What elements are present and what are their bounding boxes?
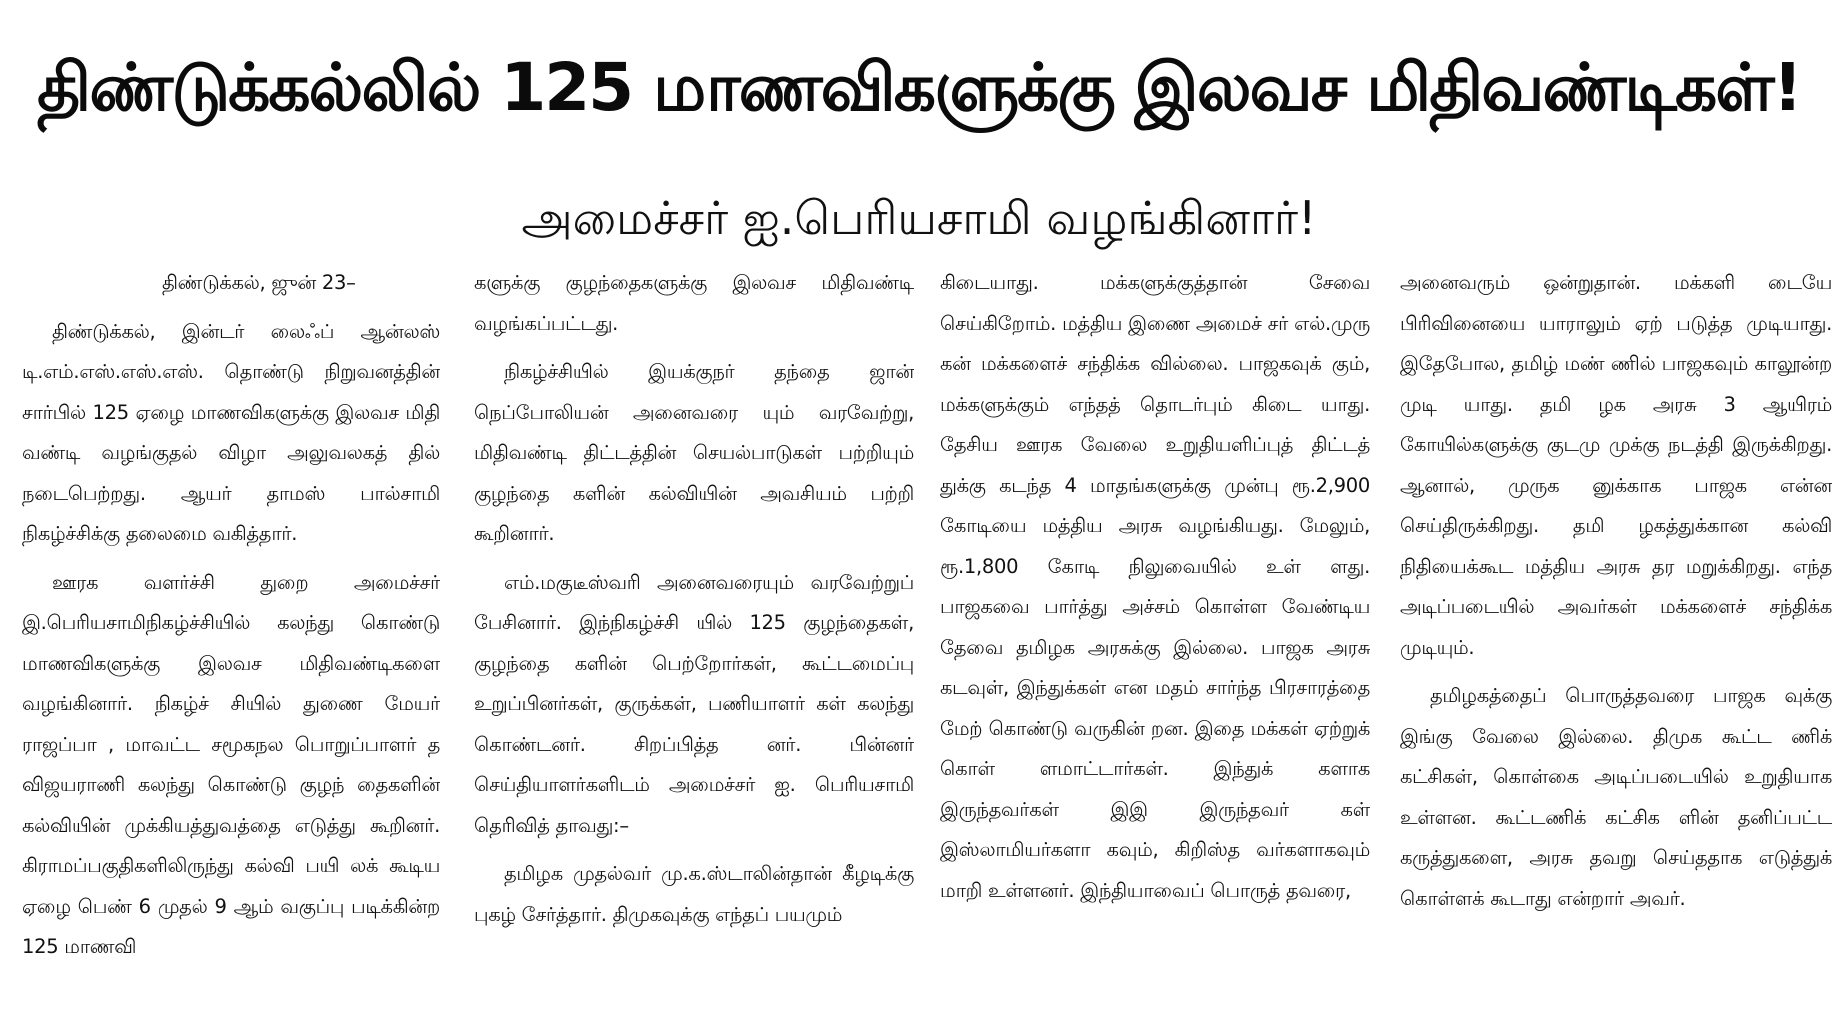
article-paragraph: தமிழக முதல்வர் மு.க.ஸ்டாலின்தான் கீழடிக்கு புகழ் சேர்த்தார். திமுகவுக்கு எந்தப் பயமும்	[474, 862, 914, 926]
article-column-3	[940, 263, 1370, 1015]
subheadline: அமைச்சர் ஐ.பெரியசாமி வழங்கினார்!	[521, 191, 1317, 245]
article-paragraph: நிகழ்ச்சியில் இயக்குநர் தந்தை ஜான் நெப்போலியன் அனைவரை யும் வரவேற்று, மிதிவண்டி திட்டத்தின் செயல்பாடுகள் பற்றியும் குழந்தை களின் கல்வியின் அவசியம் பற்றி கூறினார்.	[474, 360, 914, 545]
article-paragraph: ஊரக வளர்ச்சி துறை அமைச்சர் இ.பெரியசாமிநிகழ்ச்சியில் கலந்து கொண்டு மாணவிகளுக்கு இலவச மிதிவண்டிகளை வழங்கினார். நிகழ்ச் சியில் துணை மேயர் ராஜப்பா , மாவட்ட சமூகநல பொறுப்பாளர் த விஜயராணி கலந்து கொண்டு குழந் தைகளின் கல்வியின் முக்கியத்துவத்தை எடுத்து கூறினர். கிராமப்பகுதிகளிலிருந்து கல்வி பயி லக் கூடிய ஏழை பெண் 6 முதல் 9 ஆம் வகுப்பு படிக்கின்ற 125 மாணவி	[22, 570, 440, 958]
headline: திண்டுக்கல்லில் 125 மாணவிகளுக்கு இலவச மிதிவண்டிகள்!	[37, 49, 1801, 126]
article-paragraph: திண்டுக்கல், இன்டர் லைஃப் ஆன்லஸ் டி.எம்.எஸ்.எஸ்.எஸ். தொண்டு நிறுவனத்தின் சார்பில் 125 ஏழை மாணவிகளுக்கு இலவச மிதி வண்டி வழங்குதல் விழா அலுவலகத் தில் நடைபெற்றது. ஆயர் தாமஸ் பால்சாமி நிகழ்ச்சிக்கு தலைமை வகித்தார்.	[22, 319, 440, 545]
dateline: திண்டுக்கல், ஜுன் 23–	[162, 271, 356, 294]
article-paragraph: களுக்கு குழந்தைகளுக்கு இலவச மிதிவண்டி வழங்கப்பட்டது.	[474, 271, 914, 335]
article-paragraph: அனைவரும் ஒன்றுதான். மக்களி டையே பிரிவினையை யாராலும் ஏற் படுத்த முடியாது. இதேபோல, தமிழ் மண் ணில் பாஜகவும் காலூன்ற முடி யாது. தமி ழக அரசு 3 ஆயிரம் கோயில்களுக்கு குடமு முக்கு நடத்தி இருக்கிறது. ஆனால், முருக னுக்காக பாஜக என்ன செய்திருக்கிறது. தமி ழகத்துக்கான கல்வி நிதியைக்கூட மத்திய அரசு தர மறுக்கிறது. எந்த அடிப்படையில் அவர்கள் மக்களைச் சந்திக்க முடியும்.	[1400, 271, 1832, 659]
article-paragraph: கிடையாது. மக்களுக்குத்தான் சேவை செய்கிறோம். மத்திய இணை அமைச் சர் எல்.முரு கன் மக்களைச் சந்திக்க வில்லை. பாஜகவுக் கும், மக்களுக்கும் எந்தத் தொடர்பும் கிடை யாது. தேசிய ஊரக வேலை உறுதியளிப்புத் திட்டத் துக்கு கடந்த 4 மாதங்களுக்கு முன்பு ரூ.2,900 கோடியை மத்திய அரசு வழங்கியது. மேலும், ரூ.1,800 கோடி நிலுவையில் உள் ளது. பாஜகவை பார்த்து அச்சம் கொள்ள வேண்டிய தேவை தமிழக அரசுக்கு இல்லை. பாஜக அரசு கடவுள், இந்துக்கள் என மதம் சார்ந்த பிரசாரத்தை மேற் கொண்டு வருகின் றன. இதை மக்கள் ஏற்றுக் கொள் ளமாட்டார்கள். இந்துக் களாக இருந்தவர்கள் இஇ இருந்தவர் கள் இஸ்லாமியர்களா கவும், கிறிஸ்த வர்களாகவும் மாறி உள்ளனர். இந்தியாவைப் பொருத் தவரை,	[940, 271, 1370, 902]
article-column-4	[1400, 263, 1832, 1015]
article-paragraph: தமிழகத்தைப் பொருத்தவரை பாஜக வுக்கு இங்கு வேலை இல்லை. திமுக கூட்ட ணிக் கட்சிகள், கொள்கை அடிப்படையில் உறுதியாக உள்ளன. கூட்டணிக் கட்சிக ளின் தனிப்பட்ட கருத்துகளை, அரசு தவறு செய்ததாக எடுத்துக் கொள்ளக் கூடாது என்றார் அவர்.	[1400, 684, 1832, 910]
article-paragraph: எம்.மகுடீஸ்வரி அனைவரையும் வரவேற்றுப் பேசினார். இந்நிகழ்ச்சி யில் 125 குழந்தைகள், குழந்தை களின் பெற்றோர்கள், கூட்டமைப்பு உறுப்பினர்கள், குருக்கள், பணியாளர் கள் கலந்து கொண்டனர். சிறப்பித்த னர். பின்னர் செய்தியாளர்களிடம் அமைச்சர் ஐ. பெரியசாமி தெரிவித் தாவது:–	[474, 570, 914, 837]
article-column-1	[22, 263, 440, 1015]
article-column-2	[474, 263, 914, 1015]
